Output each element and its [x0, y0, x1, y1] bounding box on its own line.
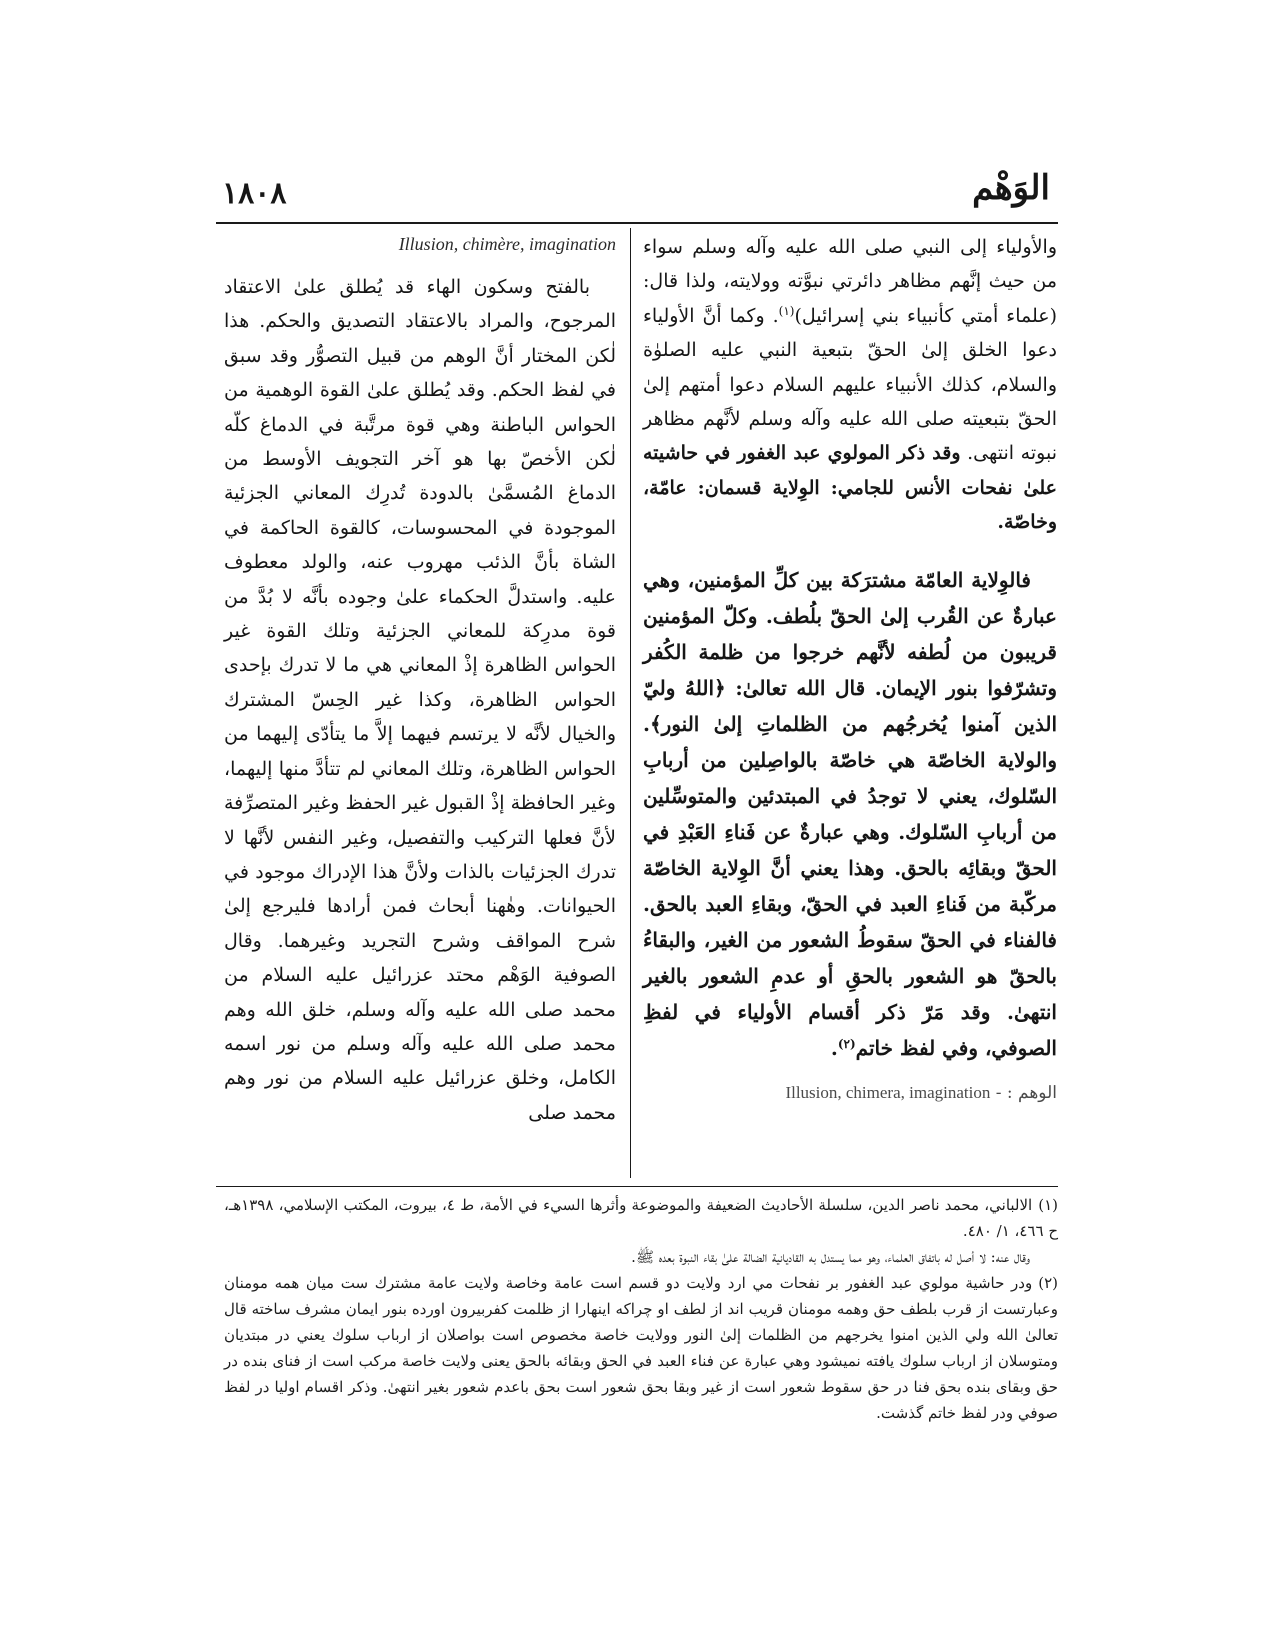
footnote-1	[224, 1192, 1058, 1244]
footnote-1-number: (١)	[1038, 1196, 1058, 1214]
right-para1-text: والأولياء إلى النبي صلى الله عليه وآله وسلم سواء من حيث إنَّهم مظاهر دائرتي نبوَّته وولايته، ولذا قال: (علماء أمتي كأنبياء بني إسرائيل)	[643, 236, 1058, 327]
entry-tag-latin: Illusion, chimera, imagination	[785, 1082, 991, 1102]
paragraph-gap	[643, 540, 1057, 562]
footnote-2	[224, 1270, 1058, 1426]
footnote-2-number: (٢)	[1038, 1274, 1058, 1292]
footnote-1-note: وقال عنه: لا أصل له باتفاق العلماء، وهو مما يستدل به القاديانية الضالة علىٰ بقاء النبوة بعده ﷺ.	[631, 1248, 1030, 1266]
entry-tag-arabic: الوهم : -	[995, 1082, 1057, 1103]
right-paragraph-1	[643, 230, 1057, 540]
running-header-headword: الوَهْم	[972, 168, 1050, 208]
entry-tag	[643, 1080, 1057, 1106]
left-para-text: بالفتح وسكون الهاء قد يُطلق علىٰ الاعتقاد المرجوح، والمراد بالاعتقاد التصديق والحكم. هذا لٰكن المختار أنَّ الوهم من قبيل التصوُّر وقد سبق في لفظ الحكم. وقد يُطلق علىٰ القوة الوهمية من الحواس الباطنة وهي قوة مرتَّبة في الدماغ كلّه لٰكن الأخصّ بها هو آخر التجويف الأوسط من الدماغ المُسمَّىٰ بالدودة تُدرِك المعاني الجزئية الموجودة في المحسوسات، كالقوة الحاكمة في الشاة بأنَّ الذئب مهروب عنه، والولد معطوف عليه. واستدلَّ الحكماء علىٰ وجوده بأنَّه لا بُدَّ من قوة مدرِكة للمعاني الجزئية وتلك القوة غير الحواس الظاهرة إذْ المعاني هي ما لا تدرك بإحدى الحواس الظاهرة، وكذا غير الحِسّ المشترك والخيال لأنَّه لا يرتسم فيهما إلاَّ ما يتأدّى إليهما من الحواس الظاهرة، وتلك المعاني لم تتأدَّ منها إليهما، وغير الحافظة إذْ القبول غير الحفظ وغير المتصرِّفة لأنَّ فعلها التركيب والتفصيل، وغير النفس لأنَّها لا تدرك الجزئيات بالذات ولأنَّ هذا الإدراك موجود في الحيوانات. وهٰهنا أبحاث فمن أرادها فليرجع إلىٰ شرح المواقف وشرح التجريد وغيرهما. وقال الصوفية الوَهْم محتد عزرائيل عليه السلام من محمد صلى الله عليه وآله وسلم، خلق الله وهم محمد صلى الله عليه وآله وسلم من نور اسمه الكامل، وخلق عزرائيل عليه السلام من نور وهم محمد صلى	[224, 276, 616, 1124]
left-paragraph	[224, 270, 616, 1130]
footnotes	[224, 1192, 1058, 1426]
right-para2-text: فالوِلاية العامّة مشترَكة بين كلِّ المؤمنين، وهي عبارةٌ عن القُرب إلىٰ الحقّ بلُطف. وكلّ المؤمنين قريبون من لُطفه لأنَّهم خرجوا من ظلمة الكُفر وتشرّفوا بنور الإيمان. قال الله تعالىٰ: ﴿اللهُ وليّ الذين آمنوا يُخرجُهم من الظلماتِ إلىٰ النور﴾. والولاية الخاصّة هي خاصّة بالواصِلين من أربابِ السّلوك، يعني لا توجدُ في المبتدئين والمتوسِّلين من أربابِ السّلوك. وهي عبارةٌ عن فَناءِ العَبْدِ في الحقّ وبقائِه بالحق. وهذا يعني أنَّ الوِلاية الخاصّة مركّبة من فَناءِ العبد في الحقّ، وبقاءِ العبد بالحق. فالفناء في الحقّ سقوطُ الشعور من الغير، والبقاءُ بالحقّ هو الشعور بالحقِ أو عدمِ الشعور بالغير انتهىٰ. وقد مَرّ ذكر أقسام الأولياء في لفظِ الصوفي، وفي لفظ خاتم	[643, 567, 1057, 1060]
footnote-ref-1: (١)	[778, 303, 795, 318]
right-column	[643, 230, 1057, 1106]
left-column	[224, 230, 616, 1130]
page-number: ١٨٠٨	[222, 176, 287, 211]
right-para2-end: .	[830, 1035, 838, 1060]
right-paragraph-2	[643, 562, 1057, 1066]
entry-latin-heading: Illusion, chimère, imagination	[398, 234, 616, 254]
right-para1-bold: وقد ذكر المولوي عبد الغفور في حاشيته علىٰ نفحات الأنس للجامي: الوِلاية قسمان: عامّة، وخاصّة.	[643, 442, 1057, 534]
column-divider	[630, 228, 631, 1178]
footnote-1-text: الالباني، محمد ناصر الدين، سلسلة الأحاديث الضعيفة والموضوعة وأثرها السيء في الأمة، ط ٤، بيروت، المكتب الإسلامي، ١٣٩٨هـ، ح ٤٦٦، ١/ ٤٨٠.	[224, 1196, 1058, 1240]
footnote-ref-2: (٢)	[837, 1036, 856, 1051]
header-rule	[216, 222, 1058, 224]
footnote-2-text: ودر حاشية مولوي عبد الغفور بر نفحات مي ارد ولايت دو قسم است عامة وخاصة ولايت عامة مشترك ست ميان همه مومنان وعبارتست از قرب بلطف حق وهمه مومنان قريب اند از لطف او چراكه اينهارا از ظلمت كفربيرون اورده بنور ايمان مشرف ساخته قال تعالىٰ الله ولي الذين امنوا يخرجهم من الظلمات إلىٰ النور وولايت خاصة مخصوص است بواصلان از ارباب سلوك يعني در مبتديان ومتوسلان از ارباب سلوك يافته نميشود وهي عبارة عن فناء العبد في الحق وبقائه بالحق يعنى ولايت خاصة مركب است از فناى بنده در حق وبقاى بنده بحق فنا در حق سقوط شعور است از غير وبقا بحق شعور است بحق باعدم شعور بغير انتهىٰ. وذكر اقسام اوليا در لفظ صوفي ودر لفظ خاتم گذشت.	[224, 1274, 1058, 1422]
footnote-rule	[216, 1186, 1058, 1187]
right-para1-continuation: . وكما أنَّ الأولياء دعوا الخلق إلىٰ الحقّ بتبعية النبي عليه الصلوٰة والسلام، كذلك الأنبياء عليهم السلام دعوا أمتهم إلىٰ الحقّ بتبعيته صلى الله عليه وآله وسلم لأنَّهم مظاهر نبوته انتهى.	[643, 304, 1057, 465]
